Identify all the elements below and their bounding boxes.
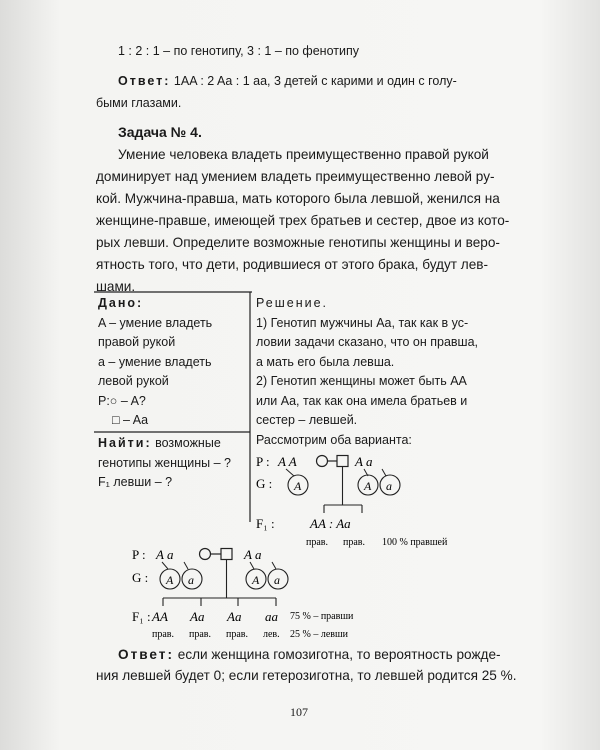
- cross-2-p-label: P :: [132, 547, 146, 562]
- cross-1-g-label: G :: [256, 476, 273, 491]
- cross-1-f1-label: F₁ :: [256, 516, 275, 531]
- answer-2-text-1: если женщина гомозиготна, то вероятность рожде-: [177, 647, 501, 662]
- page-number: 107: [290, 705, 308, 719]
- cross-2-mother-genotype: A a: [156, 547, 174, 562]
- task-line: Умение человека владеть преимущественно правой рукой: [118, 147, 489, 162]
- task-line: шами.: [96, 279, 136, 294]
- gamete-label: A: [166, 573, 174, 587]
- phenotype-label: прав.: [189, 629, 212, 640]
- reshenie-line: сестер – левшей.: [256, 413, 358, 427]
- male-symbol: [221, 549, 232, 560]
- answer-1-text-2: быми глазами.: [96, 96, 182, 110]
- cross-2-result-1: 75 % – правши: [290, 611, 354, 622]
- najti-line: F₁ левши – ?: [98, 475, 173, 489]
- dano-line: правой рукой: [98, 335, 176, 349]
- reshenie-title: Решение.: [256, 296, 329, 310]
- f1-genotype: Aa: [190, 609, 205, 624]
- task-line: рых левши. Определите возможные генотипы женщины и веро-: [96, 235, 500, 250]
- cross-1-result: 100 % правшей: [382, 537, 448, 548]
- gamete-label: A: [294, 479, 302, 493]
- f1-genotype: AA: [152, 609, 168, 624]
- cross-1-p-label: P :: [256, 454, 270, 469]
- gamete-arrow: [250, 562, 254, 569]
- gamete-label: A: [252, 573, 260, 587]
- gamete-arrow: [162, 562, 168, 569]
- task-line: доминирует над умением владеть преимущественно левой ру-: [96, 169, 495, 184]
- dano-title: Дано:: [98, 296, 144, 310]
- najti-title: Найти:: [98, 436, 152, 450]
- reshenie-line: а мать его была левша.: [256, 354, 395, 369]
- reshenie-line: 1) Генотип мужчины Aa, так как в ус-: [256, 315, 469, 330]
- gamete-label: a: [274, 573, 280, 587]
- answer-2-text-2: ния левшей будет 0; если гетерозиготна, то левшей родится 25 %.: [96, 668, 517, 683]
- reshenie-line: или Aa, так как она имела братьев и: [256, 393, 468, 408]
- gamete-label: a: [188, 573, 194, 587]
- female-symbol: [200, 549, 211, 560]
- dano-line: a – умение владеть: [98, 354, 212, 369]
- dano-line: A – умение владеть: [98, 315, 213, 330]
- dano-line: левой рукой: [98, 374, 169, 388]
- gamete-arrow: [184, 562, 188, 569]
- task-line: кой. Мужчина-правша, мать которого была левшой, женился на: [96, 191, 500, 206]
- najti-line: генотипы женщины – ?: [98, 455, 231, 470]
- answer-1-label: Ответ:: [118, 74, 171, 88]
- cross-1-f1-genotypes: AA : Aa: [310, 516, 351, 531]
- cross-2-f1-label: F₁ :: [132, 609, 151, 624]
- dano-line: P:○ – A?: [98, 393, 146, 408]
- task-title: Задача № 4.: [118, 124, 202, 140]
- phenotype-label: прав.: [306, 537, 329, 548]
- reshenie-line: Рассмотрим оба варианта:: [256, 432, 412, 447]
- f1-genotype: aa: [265, 609, 278, 624]
- task-line: женщине-правше, имеющей трех братьев и сестер, двое из кото-: [96, 213, 510, 228]
- reshenie-line: ловии задачи сказано, что он правша,: [256, 335, 478, 349]
- cross-2-father-genotype: A a: [244, 547, 262, 562]
- task-line: ятность того, что дети, родившиеся от этого брака, будут лев-: [96, 257, 489, 272]
- f1-genotype: Aa: [227, 609, 242, 624]
- answer-2-line-1: [118, 647, 501, 662]
- phenotype-label: прав.: [226, 629, 249, 640]
- cross-2-result-2: 25 % – левши: [290, 629, 349, 640]
- phenotype-label: прав.: [152, 629, 175, 640]
- gamete-label: A: [364, 479, 372, 493]
- cross-2-g-label: G :: [132, 570, 149, 585]
- gamete-arrow: [272, 562, 276, 569]
- reshenie-line: 2) Генотип женщины может быть AA: [256, 374, 467, 388]
- gamete-label: a: [386, 479, 392, 493]
- answer-2-label: Ответ:: [118, 647, 174, 662]
- cross-1-father-genotype: A a: [355, 454, 373, 469]
- phenotype-label: прав.: [343, 537, 366, 548]
- dano-line: □ – Aa: [112, 413, 149, 427]
- phenotype-label: лев.: [263, 629, 280, 640]
- ratio-line: 1 : 2 : 1 – по генотипу, 3 : 1 – по фенотипу: [118, 44, 359, 58]
- cross-1-mother-genotype: A A: [278, 454, 297, 469]
- najti-line: возможные: [155, 436, 221, 450]
- answer-1-text-1: 1AA : 2 Aa : 1 aa, 3 детей с карими и один с голу-: [173, 74, 457, 88]
